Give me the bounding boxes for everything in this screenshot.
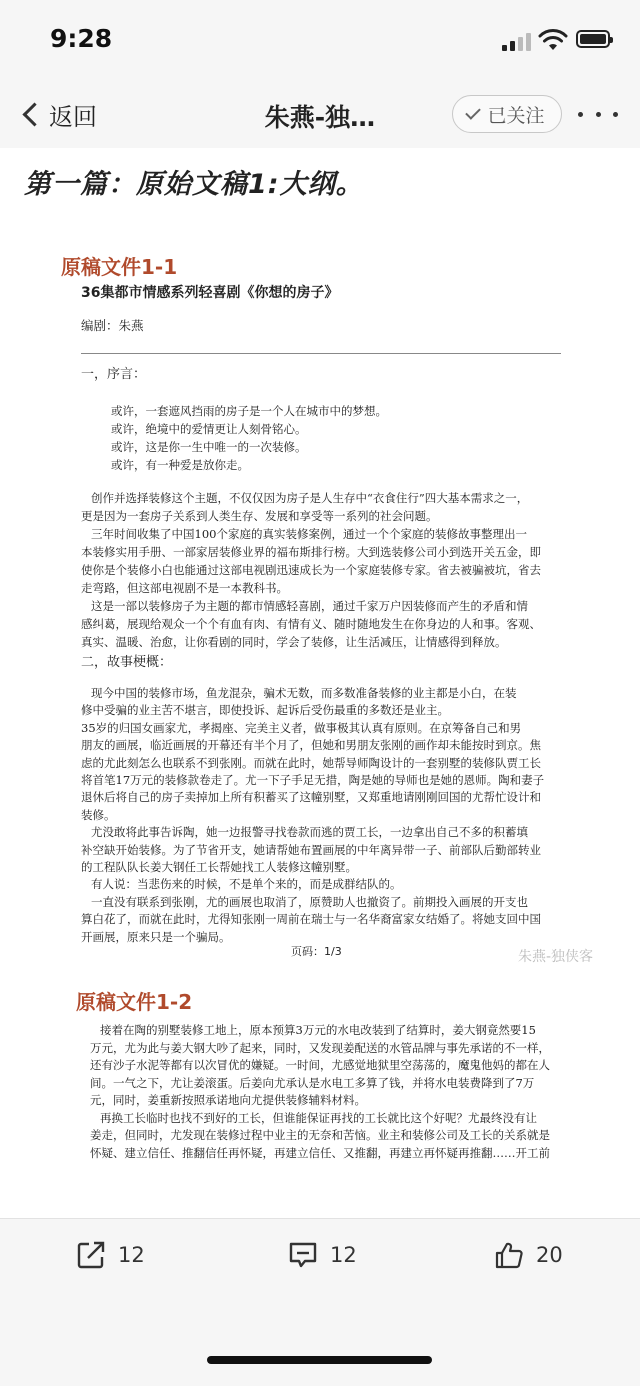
text-line: 虑的尤此刻怎么也联系不到张刚。而就在此时，她帮导师陶设计的一套别墅的装修队贾工长 [81, 755, 541, 770]
divider [81, 353, 561, 354]
back-label: 返回 [49, 102, 97, 131]
page-title: 朱燕-独… [264, 103, 376, 132]
document-page-1 [55, 243, 595, 963]
watermark: 朱燕-独侠客 [518, 949, 594, 965]
text-line: 姜走，但同时，尤发现在装修过程中业主的无奈和苦恼。业主和装修公司及工长的关系就是 [90, 1128, 550, 1142]
text-line: 有人说：当悲伤来的时候，不是单个来的，而是成群结队的。 [91, 877, 402, 892]
document-page-2 [70, 978, 590, 1218]
status-bar [0, 0, 640, 82]
battery-icon [576, 30, 610, 48]
text-line: 或许，一套遮风挡雨的房子是一个人在城市中的梦想。 [111, 404, 387, 418]
home-indicator [207, 1356, 432, 1364]
script-title: 36集都市情感系列轻喜剧《你想的房子》 [81, 285, 339, 301]
text-line: 元，同时，姜重新按照承诺地向尤提供装修辅料材料。 [90, 1093, 366, 1107]
like-button[interactable] [494, 1239, 563, 1271]
share-icon [76, 1240, 106, 1270]
text-line: 35岁的归国女画家尤，孝揭座、完美主义者，做事极其认真有原则。在京筹备自己和男 [81, 720, 522, 735]
text-line: 开画展，原来只是一个骗局。 [81, 929, 231, 944]
article-heading: 第一篇：原始文稿1:大纲。 [24, 169, 364, 200]
text-line: 怀疑、建立信任、推翻信任再怀疑，再建立信任、又推翻，再建立再怀疑再推翻……开工前 [90, 1145, 550, 1160]
text-line: 这是一部以装修房子为主题的都市情感轻喜剧，通过千家万户因装修而产生的矛盾和情 [91, 599, 528, 613]
text-line: 修中受骗的业主苦不堪言，即使投诉、起诉后受伤最重的多数还是业主。 [81, 703, 449, 718]
text-line: 装修。 [81, 807, 116, 822]
follow-button[interactable] [452, 95, 562, 133]
text-line: 退休后将自己的房子卖掉加上所有积蓄买了这幢别墅，又郑重地请刚刚回国的尤帮忙设计和 [81, 790, 541, 805]
text-line: 补空缺开始装修。为了节省开支，她请帮她布置画展的中年离异带一子、前部队后勤部转业 [81, 842, 541, 857]
section-heading: 二，故事梗概： [81, 655, 173, 670]
comment-count: 12 [330, 1243, 357, 1267]
text-line: 朋友的画展，临近画展的开幕还有半个月了，但她和男朋友张刚的画作却未能按时到京。焦 [81, 738, 541, 753]
text-line: 或许，绝境中的爱情更让人刻骨铭心。 [111, 422, 307, 436]
text-line: 万元，尤为此与姜大钢大吵了起来，同时，又发现姜配送的水管品牌与事先承诺的不一样， [90, 1040, 550, 1055]
text-line: 三年时间收集了中国100个家庭的真实装修案例，通过一个个家庭的装修故事整理出一 [91, 527, 527, 541]
text-line: 更是因为一套房子关系到人类生存、发展和享受等一系列的社会问题。 [81, 509, 438, 523]
text-line: 尤没敢将此事告诉陶，她一边报警寻找卷款而逃的贾工长，一边拿出自己不多的积蓄填 [91, 825, 528, 840]
wifi-icon [538, 28, 568, 52]
text-line: 或许，这是你一生中唯一的一次装修。 [111, 440, 307, 454]
document-label: 原稿文件1-1 [61, 255, 178, 279]
text-line: 间。一气之下，尤让姜滚蛋。后姜向尤承认是水电工多算了钱，并将水电装费降到了7万 [90, 1075, 535, 1090]
check-icon [466, 104, 482, 120]
more-dot-icon [578, 112, 583, 117]
text-line: 一直没有联系到张刚，尤的画展也取消了，原赞助人也撤资了。前期投入画展的开支也 [91, 894, 528, 909]
share-button[interactable] [76, 1239, 145, 1271]
follow-label: 已关注 [487, 104, 545, 127]
text-line: 还有沙子水泥等都有以次冒优的嫌疑。一时间，尤感觉地狱里空荡荡的，魔鬼他妈的都在人 [90, 1058, 550, 1072]
comment-button[interactable] [288, 1239, 357, 1271]
text-line: 接着在陶的别墅装修工地上，原本预算3万元的水电改装到了结算时，姜大钢竟然要15 [100, 1023, 536, 1037]
comment-icon [288, 1240, 318, 1270]
text-line: 感纠葛，展现给观众一个个有血有肉、有情有义、随时随地发生在你身边的人和事。客观、 [81, 617, 541, 631]
text-line: 或许，有一种爱是放你走。 [111, 458, 249, 472]
thumbs-up-icon [494, 1240, 524, 1270]
text-line: 现今中国的装修市场，鱼龙混杂，骗术无数，而多数准备装修的业主都是小白，在装 [91, 686, 517, 700]
document-label: 原稿文件1-2 [76, 990, 193, 1014]
text-line: 走弯路，但这部电视剧不是一本教科书。 [81, 581, 288, 595]
more-dot-icon [613, 112, 618, 117]
text-line: 真实、温暖、治愈，让你看剧的同时，学会了装修，让生活减压，让情感得到释放。 [81, 635, 507, 649]
more-options-button[interactable] [578, 112, 618, 122]
page-number: 页码：1/3 [291, 945, 342, 958]
text-line: 将首笔17万元的装修款卷走了。尤一下子手足无措，陶是她的导师也是她的恩师。陶和妻子 [81, 773, 545, 787]
text-line: 使你是个装修小白也能通过这部电视剧迅速成长为一个家庭装修专家。省去被骗被坑，省去 [81, 563, 541, 577]
text-line: 再换工长临时也找不到好的工长，但谁能保证再找的工长就比这个好呢？尤最终没有让 [100, 1110, 537, 1125]
article-body [0, 148, 640, 1218]
text-line: 创作并选择装修这个主题，不仅仅因为房子是人生存中“衣食住行”四大基本需求之一， [91, 491, 529, 505]
share-count: 12 [118, 1243, 145, 1267]
section-heading: 一，序言： [81, 367, 147, 382]
text-line: 本装修实用手册、一部家居装修业界的福布斯排行榜。大到选装修公司小到选开关五金，即 [81, 545, 541, 559]
navigation-bar [0, 82, 640, 148]
script-author: 编剧：朱燕 [81, 318, 144, 333]
more-dot-icon [596, 112, 601, 117]
cellular-signal-icon [502, 31, 532, 51]
status-time: 9:28 [50, 24, 113, 53]
text-line: 算白花了，而就在此时，尤得知张刚一周前在瑞士与一名华裔富家女结婚了。将她支回中国 [81, 912, 541, 927]
text-line: 的工程队队长姜大钢任工长帮她找工人装修这幢别墅。 [81, 860, 357, 874]
like-count: 20 [536, 1243, 563, 1267]
